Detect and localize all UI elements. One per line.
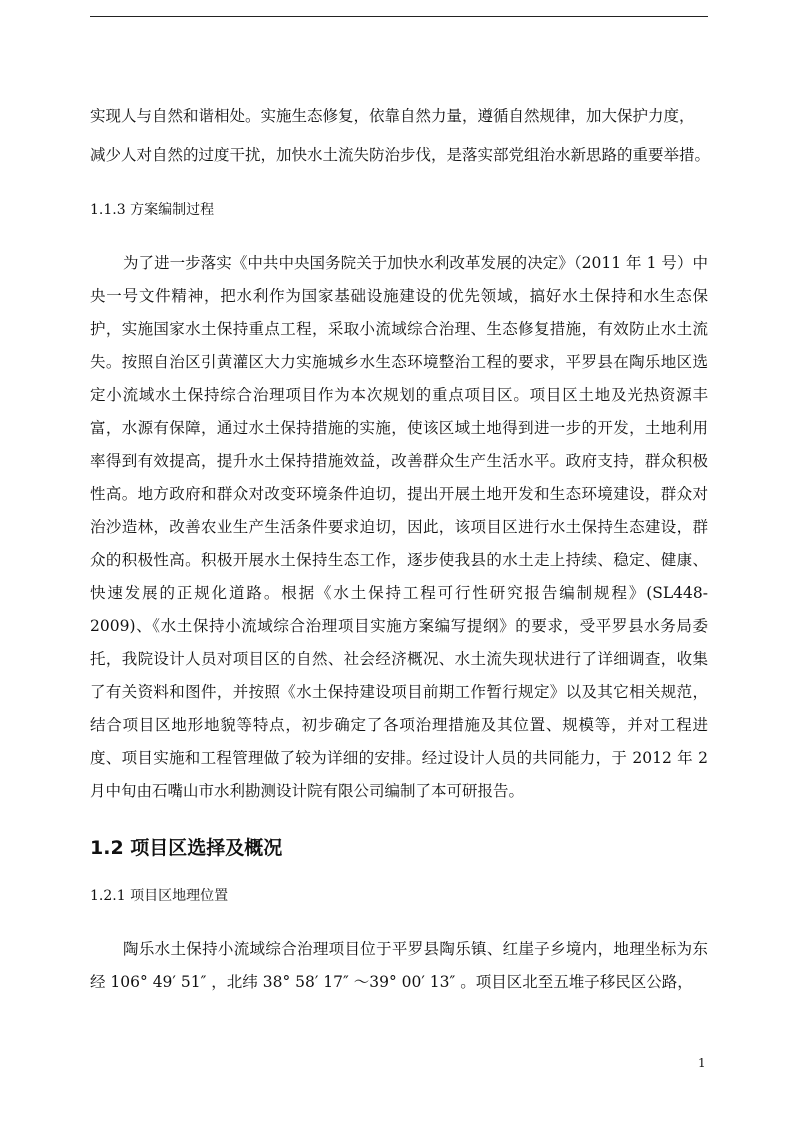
section-heading-1-2: 1.2 项目区选择及概况 bbox=[90, 837, 283, 859]
paragraph: 为了进一步落实《中共中央国务院关于加快水利改革发展的决定》（2011 年 1 号）中央一号文件精神，把水利作为国家基础设施建设的优先领域，搞好水土保持和水生态保护，实施国家水土保持重点工程，采取小流域综合治理、生态修复措施，有效防止水土流失。按照自治区引黄灌区大力实施城乡水生态环境整治工程的要求，平罗县在陶乐地区选定小流域水土保持综合治理项目作为本次规划的重点项目区。项目区土地及光热资源丰富，水源有保障，通过水土保持措施的实施，使该区域土地得到进一步的开发，土地利用率得到有效提高，提升水土保持措施效益，改善群众生产生活水平。政府支持，群众积极性高。地方政府和群众对改变环境条件迫切，提出开展土地开发和生态环境建设，群众对治沙造林，改善农业生产生活条件要求迫切，因此，该项目区进行水土保持生态建设，群众的积极性高。积极开展水土保持生态工作，逐步使我县的水土走上持续、稳定、健康、快速发展的正规化道路。根据《水土保持工程可行性研究报告编制规程》(SL448-2009)、《水土保持小流域综合治理项目实施方案编写提纲》的要求，受平罗县水务局委托，我院设计人员对项目区的自然、社会经济概况、水土流失现状进行了详细调查，收集了有关资料和图件，并按照《水土保持建设项目前期工作暂行规定》以及其它相关规范，结合项目区地形地貌等特点，初步确定了各项治理措施及其位置、规模等，并对工程进度、项目实施和工程管理做了较为详细的安排。经过设计人员的共同能力，于 2012 年 2 月中旬由石嘴山市水利勘测设计院有限公司编制了本可研报告。 bbox=[90, 254, 708, 800]
section-1-1-3-body bbox=[90, 247, 708, 808]
text-line-1: 实现人与自然和谐相处。实施生态修复，依靠自然力量，遵循自然规律，加大保护力度， bbox=[90, 107, 695, 125]
section-heading-1-1-3: 1.1.3 方案编制过程 bbox=[90, 202, 215, 218]
paragraph: 陶乐水土保持小流域综合治理项目位于平罗县陶乐镇、红崖子乡境内，地理坐标为东经 106° 49′ 51″ ，北纬 38° 58′ 17″ ～39° 00′ 13″ 。项目区北至五堆子移民区公路， bbox=[90, 940, 708, 991]
header-rule bbox=[90, 16, 708, 17]
text-line-2: 减少人对自然的过度干扰，加快水土流失防治步伐，是落实部党组治水新思路的重要举措。 bbox=[90, 146, 711, 164]
section-1-2-1-body bbox=[90, 933, 708, 999]
page-number: 1 bbox=[698, 1056, 706, 1070]
section-heading-1-2-1: 1.2.1 项目区地理位置 bbox=[90, 888, 229, 904]
